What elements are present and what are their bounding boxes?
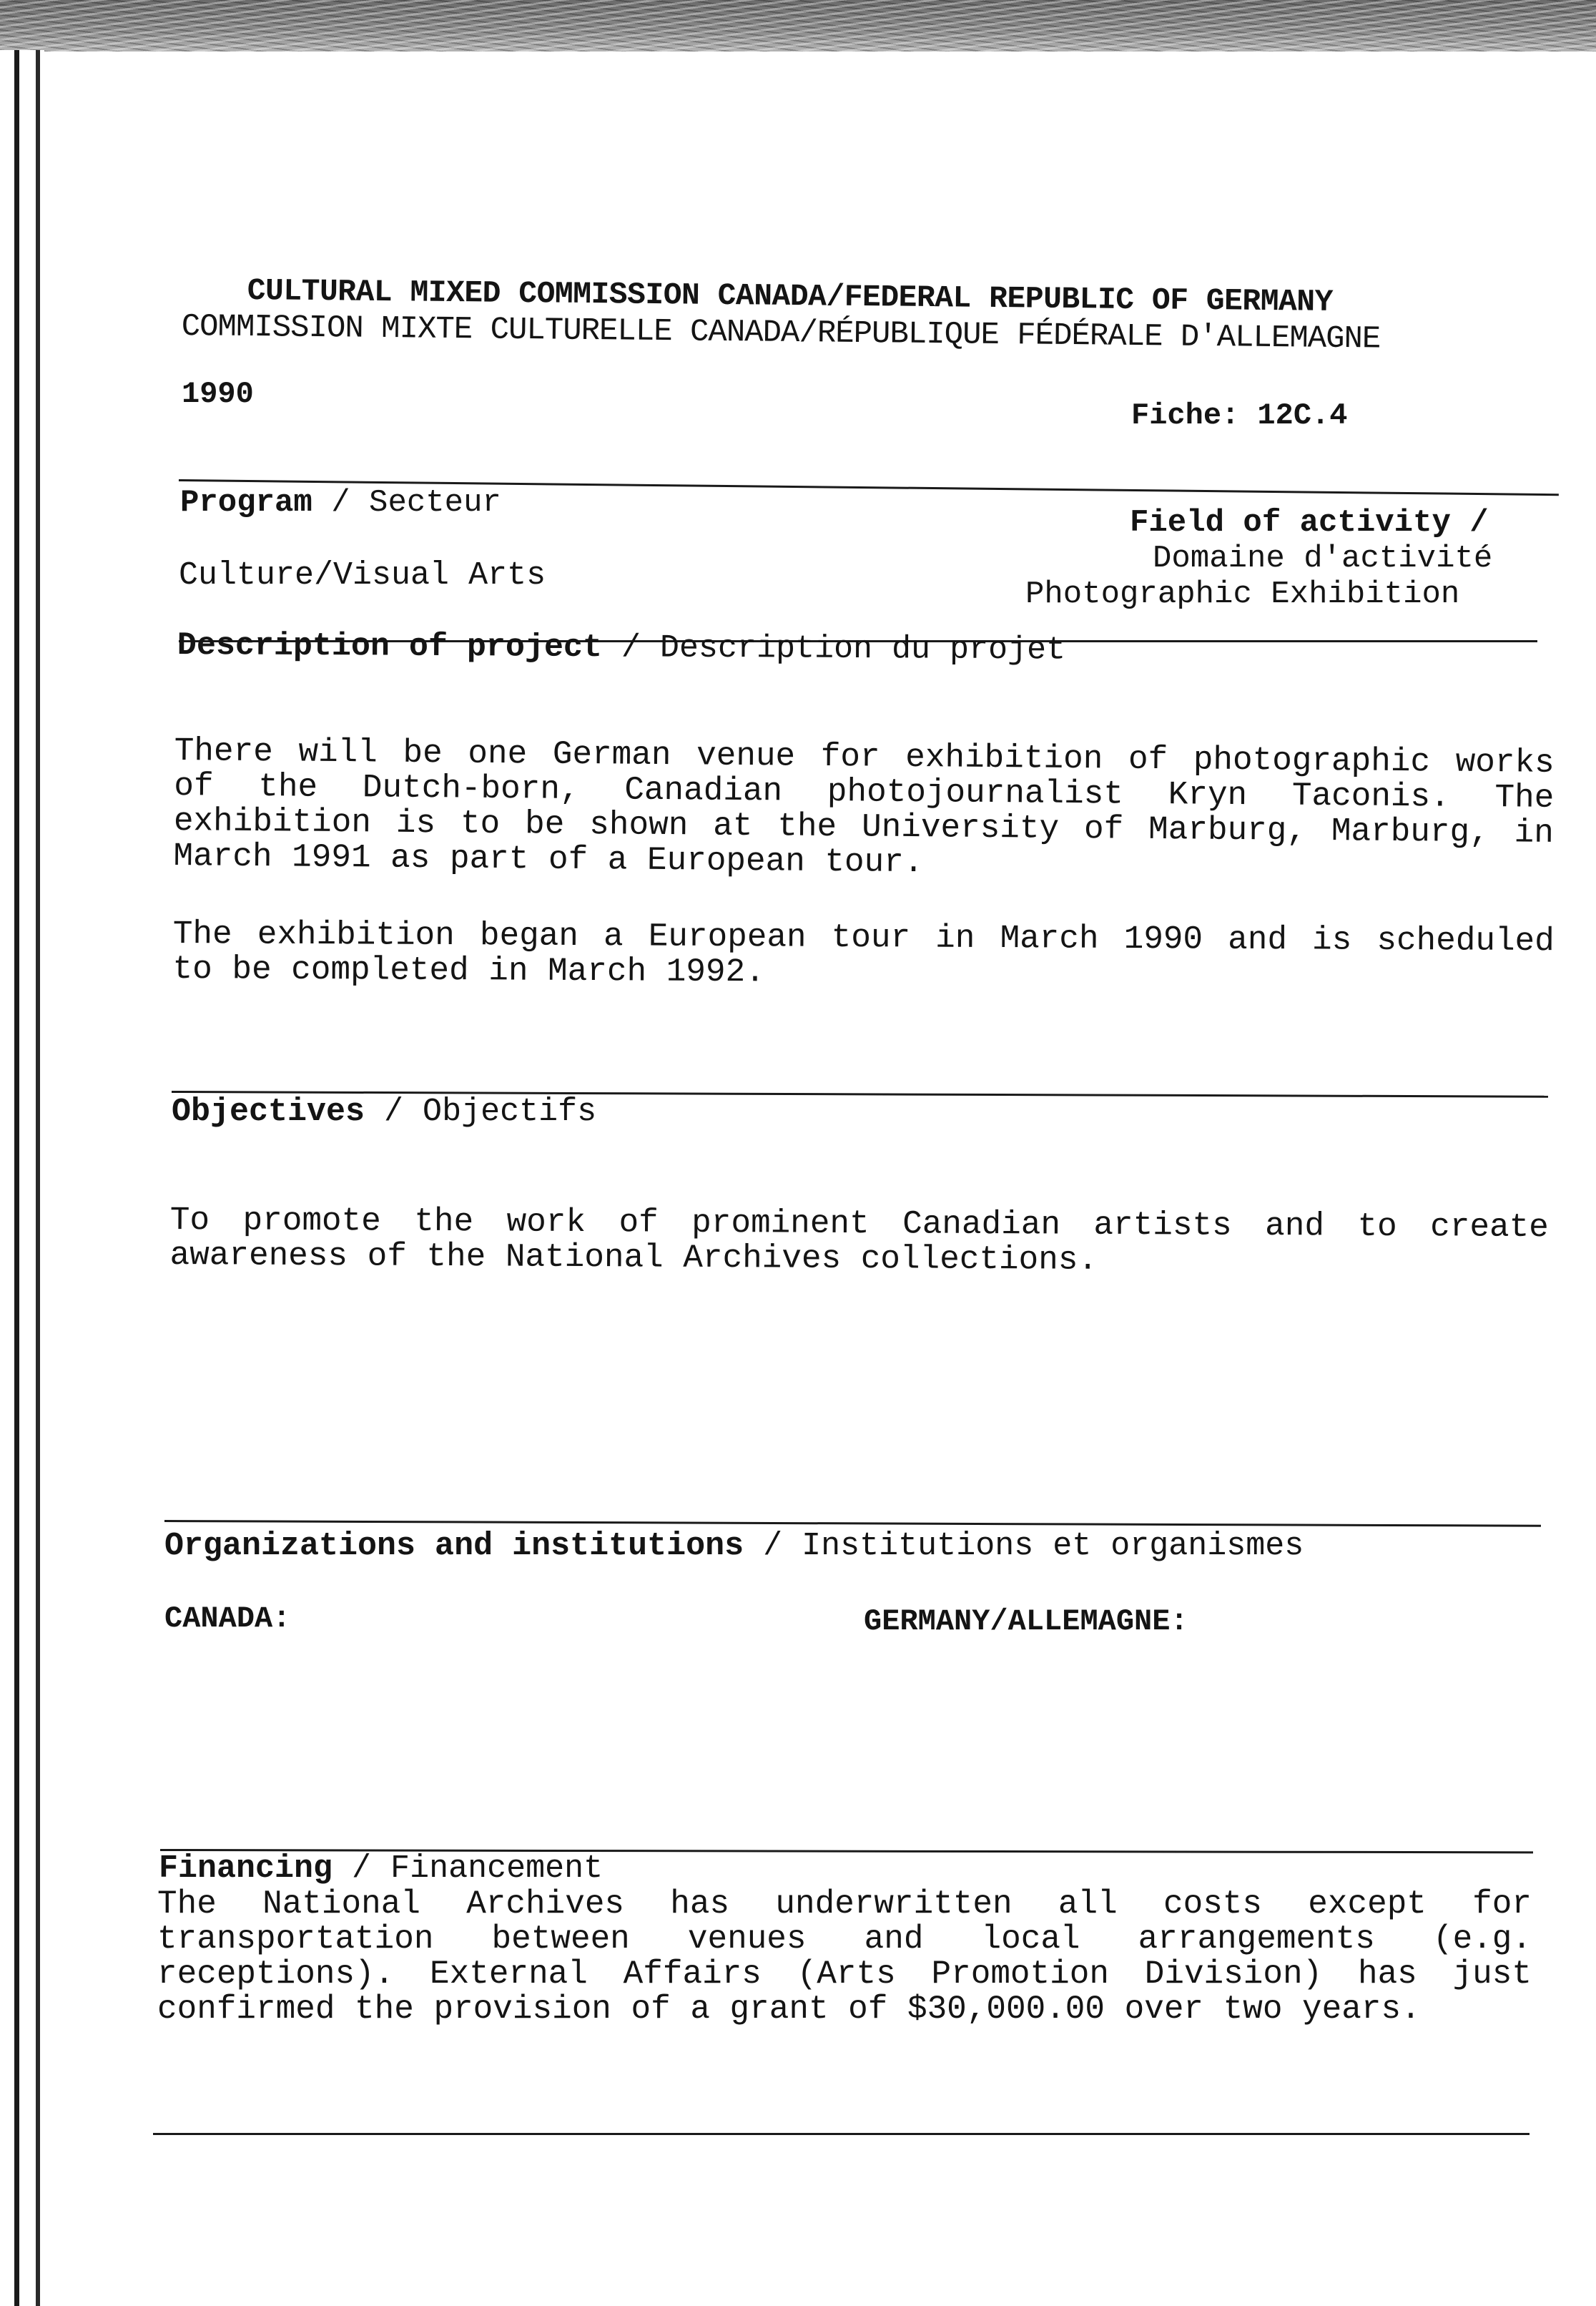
program-value: Culture/Visual Arts — [179, 557, 546, 594]
program-label — [180, 485, 501, 521]
field-of-activity-value: Photographic Exhibition — [1025, 576, 1460, 612]
canada-label: CANADA: — [164, 1601, 291, 1636]
field-of-activity-label-fr: Domaine d'activité — [1153, 541, 1493, 576]
page-top-edge — [0, 51, 1596, 69]
scan-left-border — [0, 50, 44, 2306]
description-label — [177, 628, 1065, 669]
organizations-label-bold: Organizations and institutions — [164, 1528, 744, 1564]
germany-label: GERMANY/ALLEMAGNE: — [864, 1604, 1188, 1639]
financing-label-bold: Financing — [159, 1850, 333, 1887]
title-english: CULTURAL MIXED COMMISSION CANADA/FEDERAL REPUBLIC OF GERMANY — [247, 273, 1334, 320]
objectives-text: To promote the work of prominent Canadian artists and to create awareness of the National Archives collections. — [169, 1202, 1549, 1279]
program-label-bold: Program — [180, 485, 312, 521]
divider-bottom — [153, 2133, 1530, 2135]
description-label-rest: / Description du projet — [601, 629, 1066, 669]
description-label-bold: Description of project — [177, 627, 603, 667]
description-paragraph-2: The exhibition began a European tour in March 1990 and is scheduled to be completed in March 1992. — [172, 916, 1555, 991]
divider-organizations — [164, 1520, 1541, 1527]
scan-top-border — [0, 0, 1596, 56]
financing-label — [159, 1851, 603, 1887]
financing-label-rest: / Financement — [332, 1850, 604, 1887]
year: 1990 — [182, 377, 254, 411]
fiche-number: Fiche: 12C.4 — [1131, 398, 1348, 433]
program-label-rest: / Secteur — [312, 485, 501, 521]
organizations-label-rest: / Institutions et organismes — [744, 1528, 1304, 1564]
field-of-activity-label: Field of activity / — [1130, 505, 1489, 541]
organizations-label — [164, 1529, 1304, 1564]
objectives-label-rest: / Objectifs — [365, 1094, 597, 1130]
financing-text: The National Archives has underwritten all costs except for transportation between venues and local arrangements (e.g. receptions). External Affairs (Arts Promotion Division) has just confirmed the provision of a grant of $30,000.00 over two years. — [157, 1885, 1532, 2028]
objectives-label-bold: Objectives — [172, 1094, 365, 1130]
objectives-label — [172, 1094, 596, 1130]
title-french: COMMISSION MIXTE CULTURELLE CANADA/RÉPUBLIQUE FÉDÉRALE D'ALLEMAGNE — [181, 309, 1381, 358]
description-paragraph-1: There will be one German venue for exhibition of photographic works of the Dutch-born, Canadian photojournalist Kryn Taconis. The exhibition is to be shown at the University of Marburg, Marburg, in March 1991 as part of a European tour. — [173, 732, 1555, 882]
